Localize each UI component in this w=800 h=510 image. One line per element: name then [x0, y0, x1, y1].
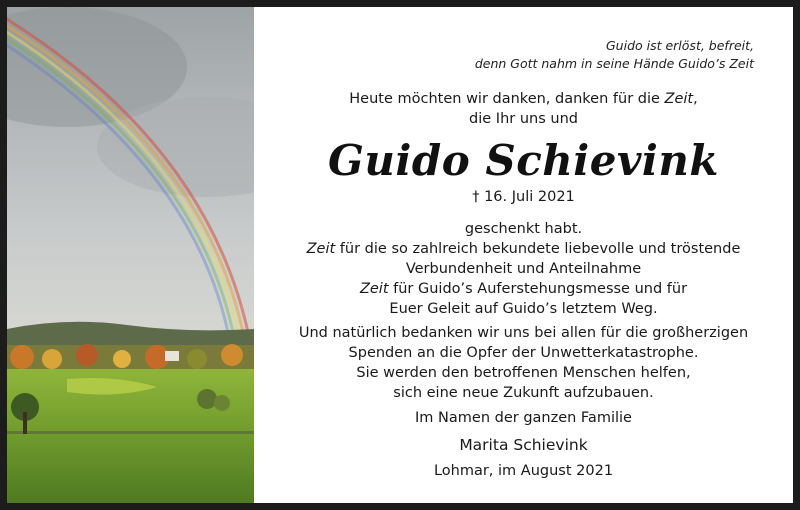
- intro-line: [254, 89, 793, 109]
- donation-line: sich eine neue Zukunft aufzubauen.: [393, 385, 654, 401]
- thanks-block: [254, 239, 793, 319]
- thanks-text: für Guido’s Auferstehungsmesse und für: [388, 281, 688, 297]
- rainbow-landscape-photo: [7, 7, 254, 503]
- donation-line: Und natürlich bedanken wir uns bei allen für die großherzigen: [298, 325, 749, 341]
- thanks-line: Euer Geleit auf Guido’s letztem Weg.: [389, 301, 658, 317]
- motto-line: Guido ist erlöst, befreit,: [605, 38, 754, 53]
- intro-block: [254, 89, 793, 129]
- donation-line: Spenden an die Opfer der Unwetterkatastrophe.: [348, 345, 699, 361]
- given-line: geschenkt habt.: [464, 221, 583, 237]
- zeit-word: Zeit: [359, 281, 389, 297]
- motto-verse: [475, 37, 754, 73]
- intro-text: Heute möchten wir danken, danken für die: [349, 91, 665, 107]
- deceased-name: Guido Schievink: [328, 136, 719, 185]
- donation-line: Sie werden den betroffenen Menschen helfen,: [356, 365, 691, 381]
- zeit-word: Zeit: [306, 241, 336, 257]
- thanks-text: für die so zahlreich bekundete liebevolle und tröstende: [335, 241, 741, 257]
- zeit-word: Zeit: [664, 91, 694, 107]
- donation-block: [254, 323, 793, 403]
- motto-line: denn Gott nahm in seine Hände Guido’s Zeit: [474, 56, 754, 71]
- signer-name: Marita Schievink: [459, 436, 588, 454]
- intro-line: die Ihr uns und: [469, 111, 578, 127]
- thanks-line: [254, 279, 793, 299]
- thanks-line: [254, 239, 793, 259]
- intro-comma: ,: [693, 91, 698, 107]
- place-date: Lohmar, im August 2021: [433, 463, 614, 479]
- text-column: [254, 7, 793, 503]
- death-date: † 16. Juli 2021: [472, 189, 575, 205]
- thanks-line: Verbundenheit und Anteilnahme: [405, 261, 642, 277]
- family-line: Im Namen der ganzen Familie: [415, 410, 632, 426]
